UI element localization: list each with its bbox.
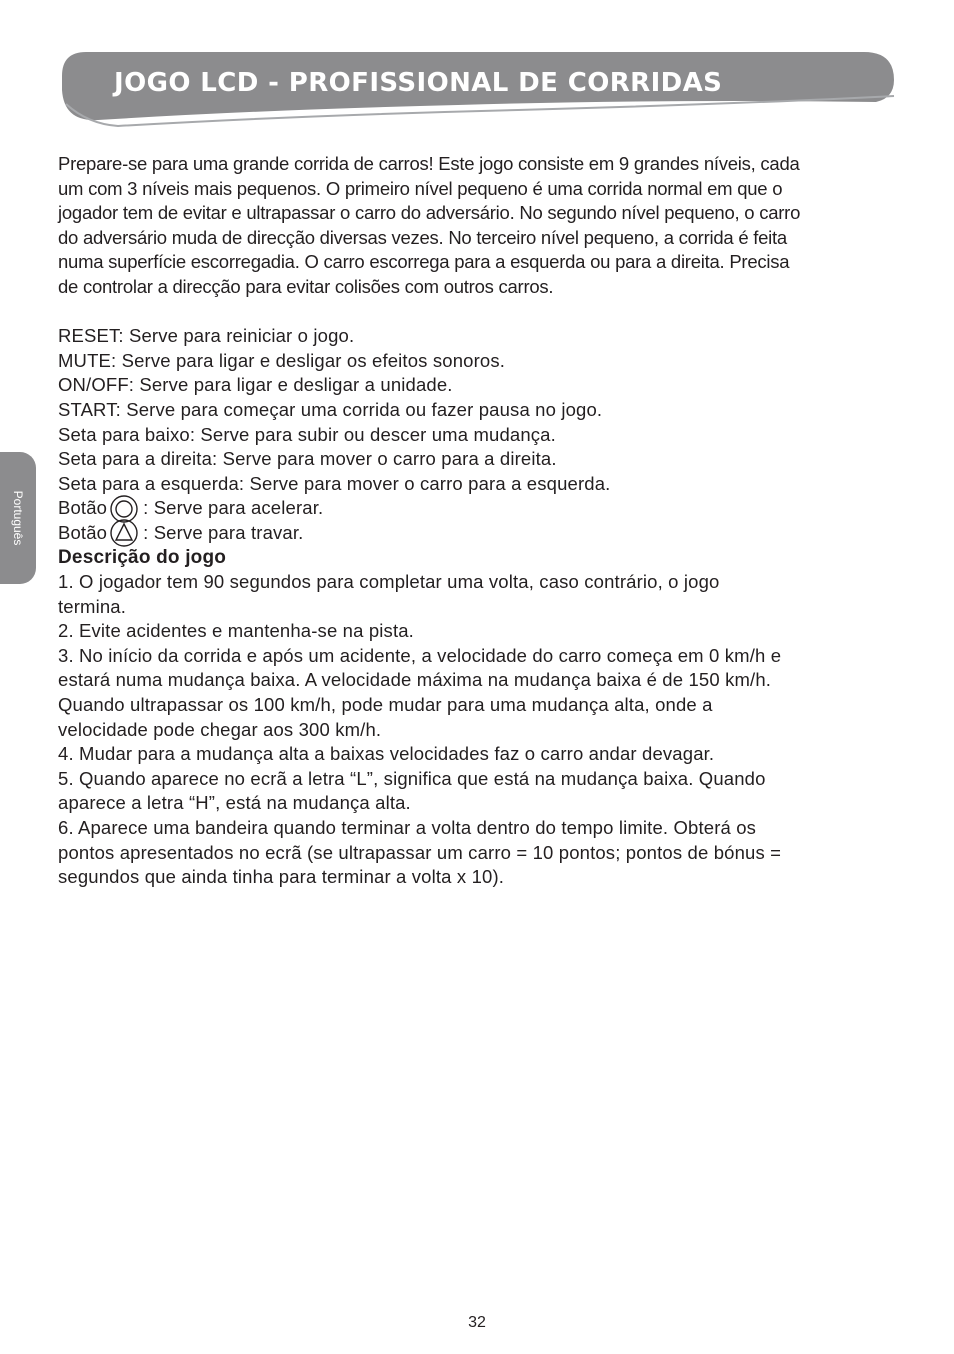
section-header [58, 50, 898, 134]
description-line: 1. O jogador tem 90 segundos para completar uma volta, caso contrário, o jogo [58, 571, 720, 593]
control-arrow-down: Seta para baixo: Serve para subir ou descer uma mudança. [58, 423, 556, 445]
intro-paragraph [58, 152, 898, 300]
intro-line: um com 3 níveis mais pequenos. O primeiro nível pequeno é uma corrida normal em que o [58, 177, 783, 199]
description-line: segundos que ainda tinha para terminar a volta x 10). [58, 866, 505, 888]
control-brake [58, 521, 898, 546]
description-line: aparece a letra “H”, está na mudança alta. [58, 792, 411, 814]
control-mute: MUTE: Serve para ligar e desligar os efeitos sonoros. [58, 349, 506, 371]
description-line: 2. Evite acidentes e mantenha-se na pista. [58, 620, 414, 642]
page-number: 32 [468, 1314, 486, 1331]
button-prefix: Botão [58, 497, 108, 519]
main-content [58, 152, 898, 890]
description-line: estará numa mudança baixa. A velocidade máxima na mudança baixa é de 150 km/h. [58, 669, 772, 691]
section-title-game-description: Descrição do jogo [58, 546, 227, 568]
control-arrow-right: Seta para a direita: Serve para mover o carro para a direita. [58, 448, 557, 470]
intro-line: Prepare-se para uma grande corrida de carros! Este jogo consiste em 9 grandes níveis, cada [58, 153, 800, 174]
button-prefix: Botão [58, 521, 108, 543]
description-line: velocidade pode chegar aos 300 km/h. [58, 718, 382, 740]
description-line: termina. [58, 595, 127, 617]
button-description: : Serve para travar. [143, 521, 304, 543]
spacer [58, 300, 898, 325]
language-tab-label: Português [11, 490, 25, 546]
game-description-list [58, 570, 898, 890]
triangle-button-icon [109, 518, 139, 548]
intro-line: jogador tem de evitar e ultrapassar o carro do adversário. No segundo nível pequeno, o carro [58, 202, 801, 224]
description-line: 5. Quando aparece no ecrã a letra “L”, significa que está na mudança baixa. Quando [58, 767, 766, 789]
description-line: 4. Mudar para a mudança alta a baixas velocidades faz o carro andar devagar. [58, 743, 715, 765]
control-arrow-left: Seta para a esquerda: Serve para mover o carro para a esquerda. [58, 472, 611, 494]
controls-list [58, 324, 898, 545]
intro-line: numa superfície escorregadia. O carro escorrega para a esquerda ou para a direita. Precisa [58, 251, 790, 273]
description-line: Quando ultrapassar os 100 km/h, pode mudar para uma mudança alta, onde a [58, 694, 713, 716]
control-accelerate [58, 496, 898, 521]
intro-line: do adversário muda de direcção diversas vezes. No terceiro nível pequeno, a corrida é feita [58, 226, 787, 248]
control-start: START: Serve para começar uma corrida ou fazer pausa no jogo. [58, 398, 603, 420]
control-reset: RESET: Serve para reiniciar o jogo. [58, 325, 355, 347]
page-title: JOGO LCD - PROFISSIONAL DE CORRIDAS [114, 68, 723, 98]
intro-line: de controlar a direcção para evitar colisões com outros carros. [58, 275, 554, 297]
button-description: : Serve para acelerar. [143, 497, 324, 519]
description-line: 6. Aparece uma bandeira quando terminar a volta dentro do tempo limite. Obterá os [58, 817, 757, 839]
language-tab [0, 452, 36, 584]
description-line: 3. No início da corrida e após um acidente, a velocidade do carro começa em 0 km/h e [58, 644, 782, 666]
description-line: pontos apresentados no ecrã (se ultrapassar um carro = 10 pontos; pontos de bónus = [58, 841, 782, 863]
control-on-off: ON/OFF: Serve para ligar e desligar a unidade. [58, 374, 453, 396]
